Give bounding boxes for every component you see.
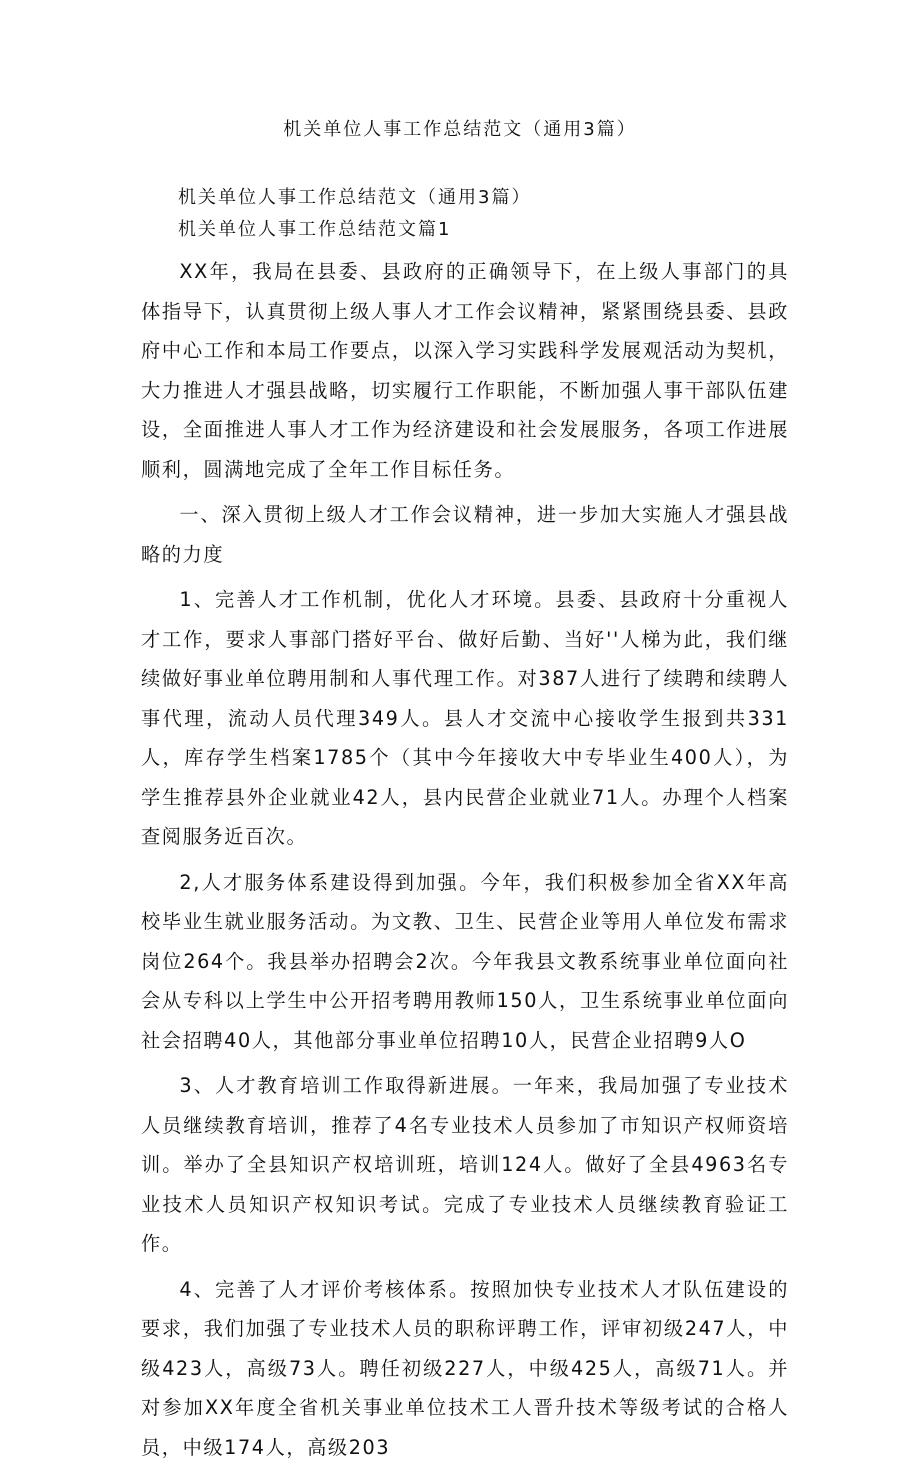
document-title: 机关单位人事工作总结范文（通用3篇） (0, 118, 920, 142)
paragraph-item-3: 3、人才教育培训工作取得新进展。一年来，我局加强了专业技术人员继续教育培训，推荐了4名专业技术人员参加了市知识产权师资培训。举办了全县知识产权培训班，培训124人。做好了全县4963名专业技术人员知识产权知识考试。完成了专业技术人员继续教育验证工作。 (141, 1066, 789, 1264)
document-body (141, 252, 789, 1467)
document-subtitle: 机关单位人事工作总结范文（通用3篇） (178, 186, 531, 210)
paragraph-intro: XX年，我局在县委、县政府的正确领导下，在上级人事部门的具体指导下，认真贯彻上级人事人才工作会议精神，紧紧围绕县委、县政府中心工作和本局工作要点，以深入学习实践科学发展观活动为契机，大力推进人才强县战略，切实履行工作职能，不断加强人事干部队伍建设，全面推进人事人才工作为经济建设和社会发展服务，各项工作进展顺利，圆满地完成了全年工作目标任务。 (141, 252, 789, 489)
section-heading: 机关单位人事工作总结范文篇1 (178, 218, 451, 242)
paragraph-heading-1: 一、深入贯彻上级人才工作会议精神，进一步加大实施人才强县战略的力度 (141, 495, 789, 574)
paragraph-item-2: 2,人才服务体系建设得到加强。今年，我们积极参加全省XX年高校毕业生就业服务活动。为文教、卫生、民营企业等用人单位发布需求岗位264个。我县举办招聘会2次。今年我县文教系统事业单位面向社会从专科以上学生中公开招考聘用教师150人，卫生系统事业单位面向社会招聘40人，其他部分事业单位招聘10人，民营企业招聘9人O (141, 863, 789, 1061)
paragraph-item-1: 1、完善人才工作机制，优化人才环境。县委、县政府十分重视人才工作，要求人事部门搭好平台、做好后勤、当好''人梯为此，我们继续做好事业单位聘用制和人事代理工作。对387人进行了续聘和续聘人事代理，流动人员代理349人。县人才交流中心接收学生报到共331人，库存学生档案1785个（其中今年接收大中专毕业生400人），为学生推荐县外企业就业42人，县内民营企业就业71人。办理个人档案查阅服务近百次。 (141, 580, 789, 857)
paragraph-item-4: 4、完善了人才评价考核体系。按照加快专业技术人才队伍建设的要求，我们加强了专业技术人员的职称评聘工作，评审初级247人，中级423人，高级73人。聘任初级227人，中级425人，高级71人。并对参加XX年度全省机关事业单位技术工人晋升技术等级考试的合格人员，中级174人，高级203 (141, 1270, 789, 1467)
